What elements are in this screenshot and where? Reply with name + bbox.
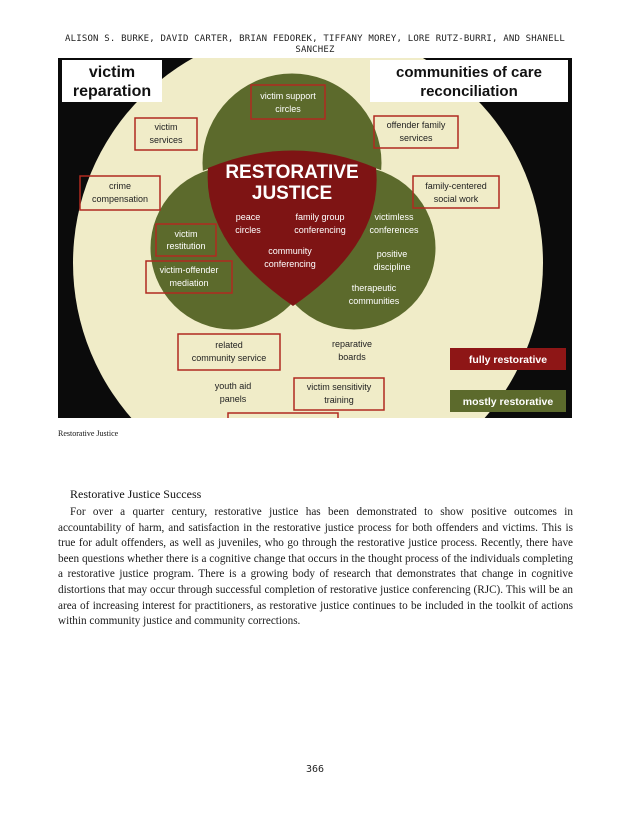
- figure-label-text: fully restorative: [468, 354, 548, 366]
- figure-label-text: community service: [191, 353, 267, 363]
- center-title-line2: JUSTICE: [251, 183, 333, 204]
- figure-label-text: victim: [154, 122, 178, 132]
- figure-label-text: training: [324, 395, 354, 405]
- figure-label-text: circles: [235, 225, 261, 235]
- body-paragraph: For over a quarter century, restorative justice has been demonstrated to show positive outcomes in accountability of harm, and satisfaction in the restorative justice process for both offenders and victims. This is true for adult offenders, as well as juveniles, who go through the restorative justice process. Recently, there have been questions whether there is a cognitive change that occurs in the thought process of the individuals completing a restorative justice program. There is a growing body of research that demonstrates that change in cognitive distortions that may occur through successful completion of restorative justice conferencing (RJC). This will be an area of increasing interest for practitioners, as restorative justice continues to be included in the toolkit of actions within community justice and community corrections.: [58, 506, 573, 628]
- figure-label-text: restitution: [166, 241, 206, 251]
- communities-of-care-line1: communities of care: [396, 64, 542, 81]
- figure-label-text: conferencing: [264, 259, 316, 269]
- figure-label-text: victimless: [374, 212, 414, 222]
- figure-label-text: peace: [235, 212, 261, 222]
- running-head-line-2: SANCHEZ: [295, 45, 335, 55]
- running-head: [60, 34, 570, 56]
- figure-label-text: boards: [338, 352, 366, 362]
- figure-label-text: therapeutic: [351, 283, 397, 293]
- figure-label-text: victim sensitivity: [306, 382, 372, 392]
- figure-label-text: reparative: [331, 339, 373, 349]
- figure-label-text: circles: [275, 104, 301, 114]
- figure-label-text: services: [149, 135, 183, 145]
- figure-label-text: victim support: [260, 91, 316, 101]
- figure-label-text: youth aid: [214, 381, 252, 391]
- figure-label-text: conferences: [369, 225, 419, 235]
- figure-label-text: mediation: [169, 278, 209, 288]
- victim-reparation-line1: victim: [88, 64, 136, 81]
- figure-label-text: communities: [348, 296, 400, 306]
- figure-label-text: mostly restorative: [462, 396, 554, 408]
- figure-label-text: conferencing: [294, 225, 346, 235]
- figure-label-text: social work: [433, 194, 479, 204]
- section-title: Restorative Justice Success: [70, 487, 202, 501]
- legend-fully-restorative: [450, 348, 566, 370]
- figure-label-text: crime: [109, 181, 131, 191]
- victim-reparation-line2: reparation: [72, 83, 152, 100]
- figure-label-text: family group: [295, 212, 345, 222]
- figure-label-text: compensation: [91, 194, 149, 204]
- figure-label-text: victim-offender: [159, 265, 219, 275]
- figure-label-text: discipline: [373, 262, 411, 272]
- figure-label-text: family-centered: [425, 181, 487, 191]
- page-number: 366: [305, 764, 325, 775]
- center-title-line1: RESTORATIVE: [225, 162, 359, 183]
- figure-label-text: positive: [376, 249, 408, 259]
- running-head-line-1: ALISON S. BURKE, DAVID CARTER, BRIAN FEDOREK, TIFFANY MOREY, LORE RUTZ-BURRI, AND SHANELL: [64, 34, 566, 44]
- communities-of-care-line2: reconciliation: [420, 83, 518, 100]
- figure-label-text: victim: [174, 229, 198, 239]
- figure-label-text: panels: [219, 394, 247, 404]
- figure-label-text: services: [399, 133, 433, 143]
- figure-label-text: related: [215, 340, 243, 350]
- figure-label-text: offender family: [386, 120, 446, 130]
- legend-mostly-restorative: [450, 390, 566, 412]
- figure-caption: Restorative Justice: [58, 429, 119, 438]
- restorative-justice-figure: [58, 58, 572, 418]
- figure-label-text: community: [268, 246, 312, 256]
